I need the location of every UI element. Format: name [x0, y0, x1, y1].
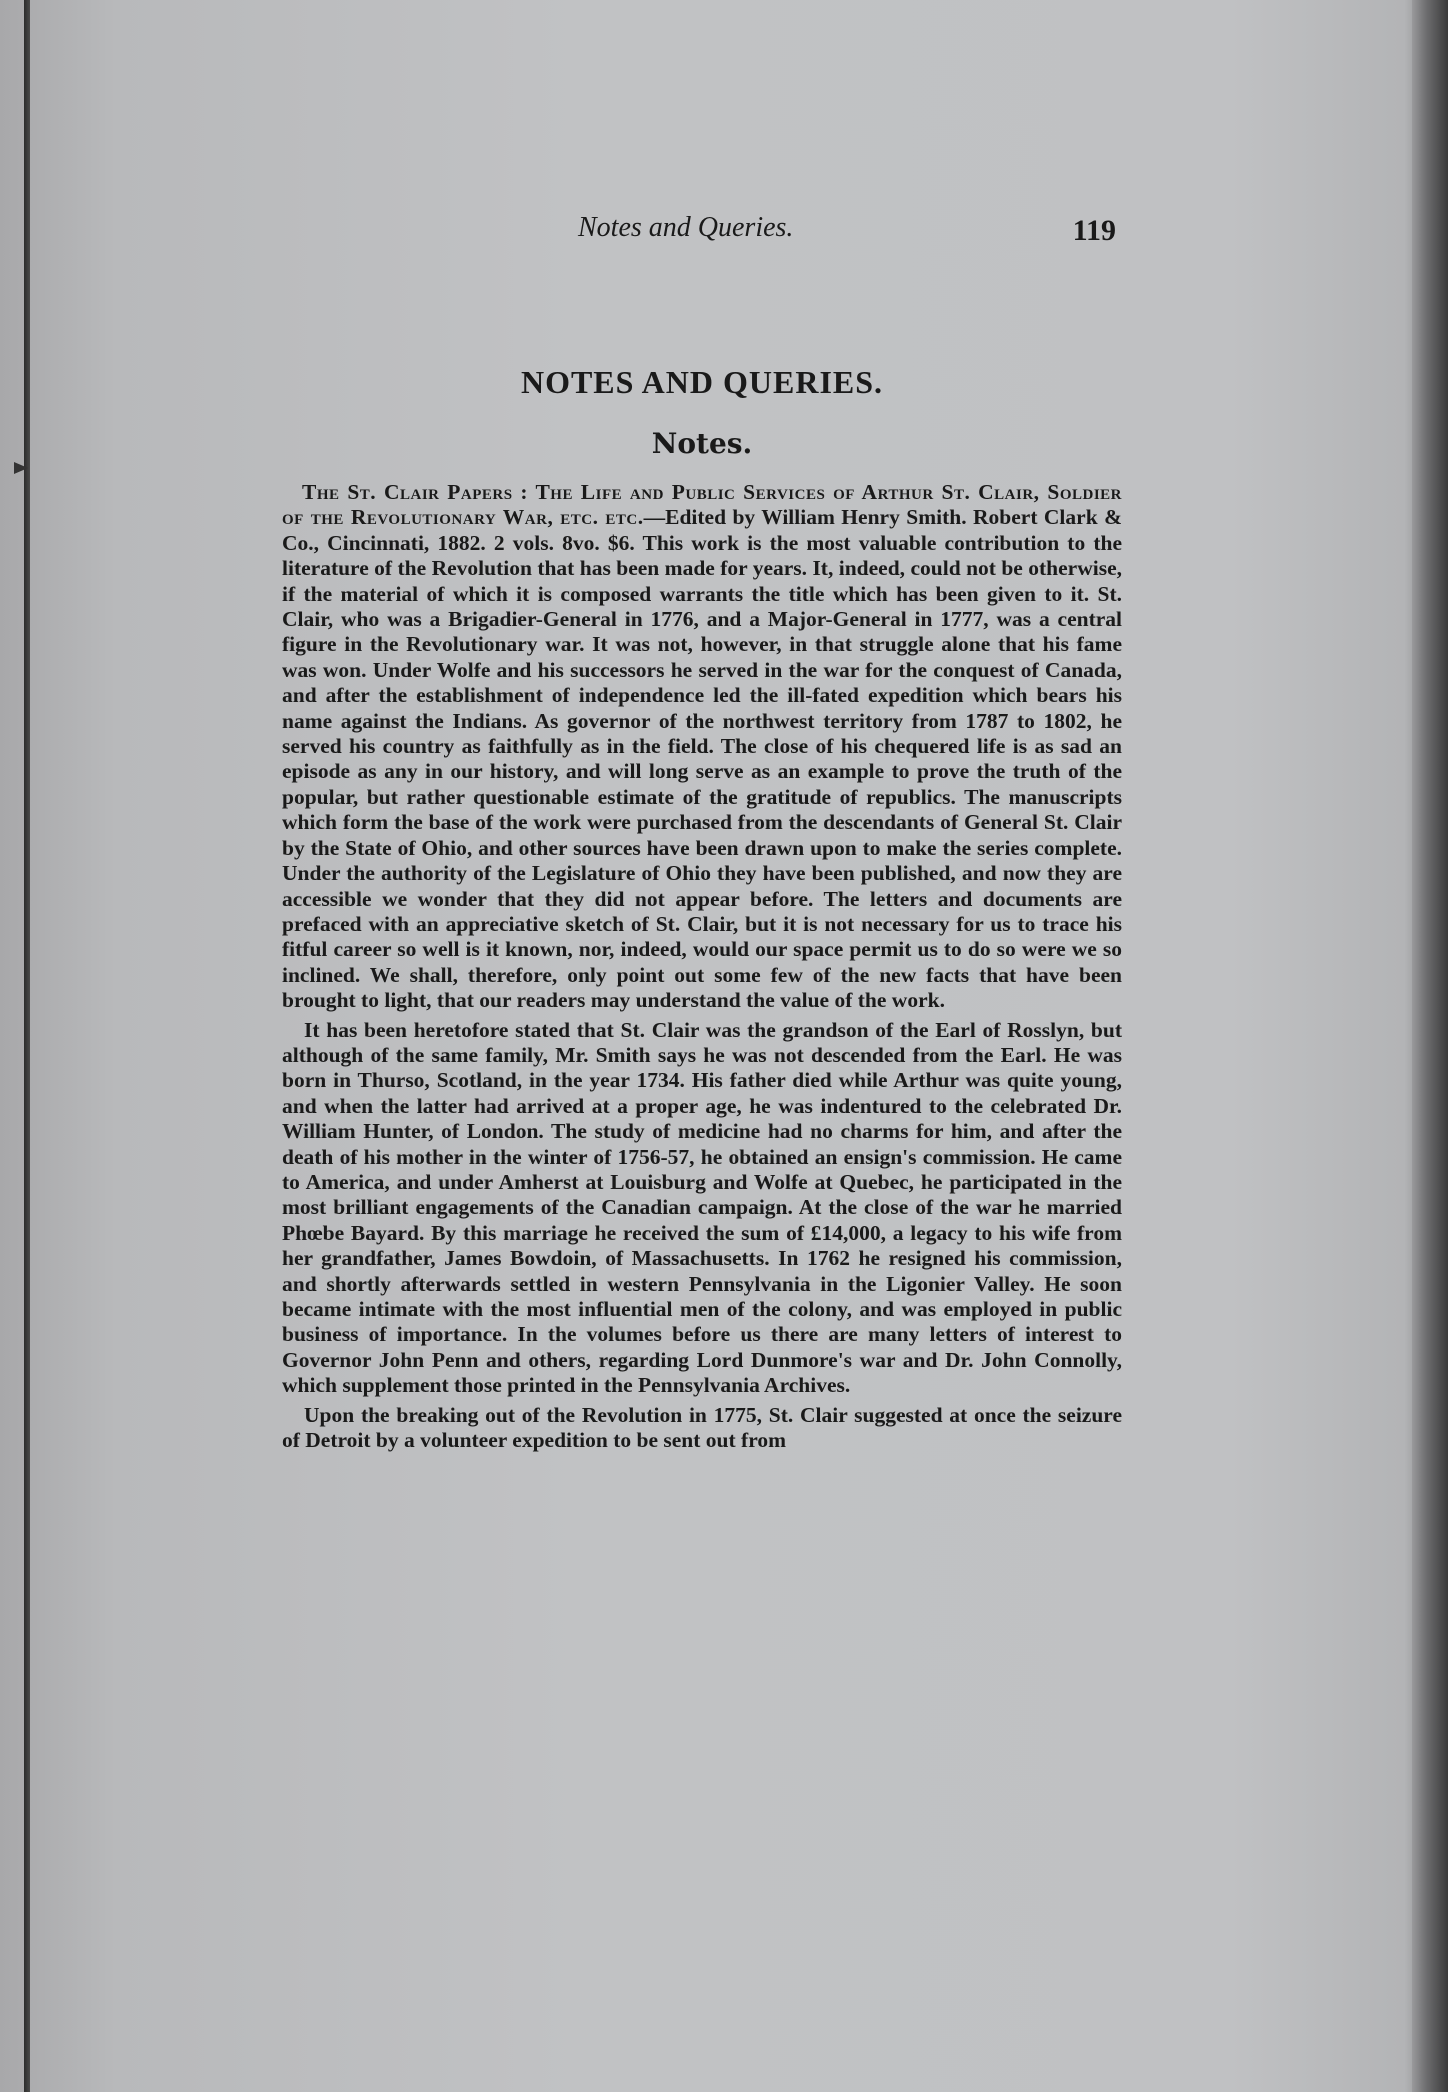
article-body [282, 480, 1122, 1453]
page-content [282, 212, 1122, 1453]
section-title: NOTES AND QUERIES. [520, 364, 884, 400]
subsection-title: Notes. [651, 427, 753, 460]
entry-heading: The St. Clair Papers : The Life and Public Services of Arthur St. Clair, Soldier of the Revolutionary War, etc. etc. [282, 480, 1122, 530]
entry-intro: —Edited by William Henry Smith. Robert Clark & Co., Cincinnati, 1882. 2 vols. 8vo. $6. This work is the most valuable contribution to the literature of the Revolution that has been made for years. It, indeed, could not be otherwise, if the material of which it is composed warrants the title which has been given to it. St. Clair, who was a Brigadier-General in 1776, and a Major-General in 1777, was a central figure in the Revolutionary war. It was not, however, in that struggle alone that his fame was won. Under Wolfe and his successors he served in the war for the conquest of Canada, and after the establishment of independence led the ill-fated expedition which bears his name against the Indians. As governor of the northwest territory from 1787 to 1802, he served his country as faithfully as in the field. The close of his chequered life is as sad an episode as any in our history, and will long serve as an example to prove the truth of the popular, but rather questionable estimate of the gratitude of republics. The manuscripts which form the base of the work were purchased from the descendants of General St. Clair by the State of Ohio, and other sources have been drawn upon to make the series complete. Under the authority of the Legislature of Ohio they have been published, and now they are accessible we wonder that they did not appear before. The letters and documents are prefaced with an appreciative sketch of St. Clair, but it is not necessary for us to trace his fitful career so well is it known, nor, indeed, would our space permit us to do so were we so inclined. We shall, therefore, only point out some few of the new facts that have been brought to light, that our readers may understand the value of the work. [282, 505, 1122, 1013]
page-number: 119 [1072, 214, 1116, 247]
paragraph-3: Upon the breaking out of the Revolution in 1775, St. Clair suggested at once the seizure of Detroit by a volunteer expedition to be sent out from [282, 1402, 1122, 1453]
running-head [282, 212, 1122, 258]
paragraph-1 [282, 480, 1122, 1014]
binding-mark-icon [14, 462, 28, 474]
paragraph-2: It has been heretofore stated that St. Clair was the grandson of the Earl of Rosslyn, but although of the same family, Mr. Smith says he was not descended from the Earl. He was born in Thurso, Scotland, in the year 1734. His father died while Arthur was quite young, and when the latter had arrived at a proper age, he was indentured to the celebrated Dr. William Hunter, of London. The study of medicine had no charms for him, and after the death of his mother in the winter of 1756-57, he obtained an ensign's commission. He came to America, and under Amherst at Louisburg and Wolfe at Quebec, he participated in the most brilliant engagements of the Canadian campaign. At the close of the war he married Phœbe Bayard. By this marriage he received the sum of £14,000, a legacy to his wife from her grandfather, James Bowdoin, of Massachusetts. In 1762 he resigned his commission, and shortly afterwards settled in western Pennsylvania in the Ligonier Valley. He soon became intimate with the most influential men of the colony, and was employed in public business of importance. In the volumes before us there are many letters of interest to Governor John Penn and others, regarding Lord Dunmore's war and Dr. John Connolly, which supplement those printed in the Pennsylvania Archives. [282, 1017, 1122, 1398]
page-binding-edge [24, 0, 30, 2092]
running-head-title: Notes and Queries. [578, 212, 794, 243]
page-fore-edge [1412, 0, 1448, 2092]
